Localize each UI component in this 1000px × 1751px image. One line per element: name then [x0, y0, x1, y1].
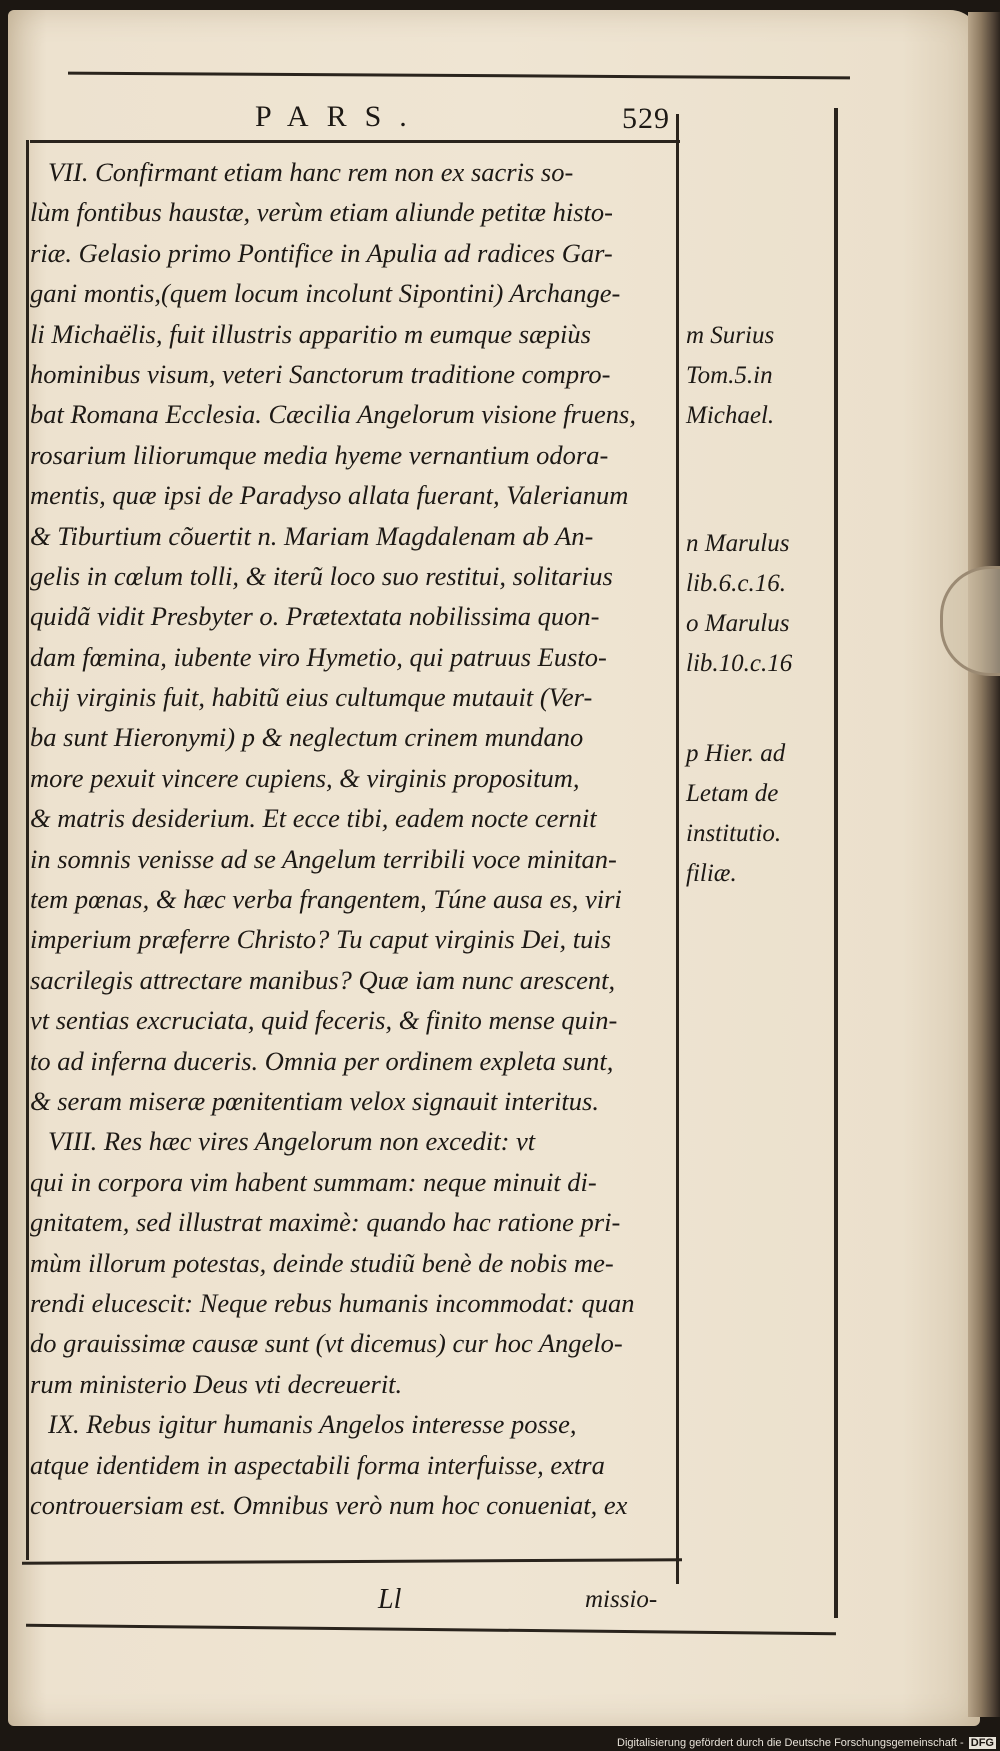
- text-line: gelis in cœlum tolli, & iterũ loco suo restitui, solitarius: [30, 560, 613, 591]
- page-edge: [968, 12, 1000, 1717]
- text-line: mùm illorum potestas, deinde studiũ benè de nobis me-: [30, 1247, 614, 1278]
- text-line: rendi elucescit: Neque rebus humanis incommodat: quan: [30, 1287, 635, 1318]
- text-line: in somnis venisse ad se Angelum terribili voce minitan-: [30, 843, 617, 874]
- text-line: IX. Rebus igitur humanis Angelos interesse posse,: [48, 1409, 577, 1440]
- running-head: PARS.: [255, 100, 425, 133]
- digitization-credit: [617, 1737, 996, 1749]
- margin-note-line: n Marulus: [686, 530, 790, 557]
- text-line: to ad inferna duceris. Omnia per ordinem expleta sunt,: [30, 1045, 614, 1076]
- text-line: ba sunt Hieronymi) p & neglectum crinem mundano: [30, 722, 584, 753]
- text-line: do grauissimæ causæ sunt (vt dicemus) cur hoc Angelo-: [30, 1328, 623, 1359]
- text-line: atque identidem in aspectabili forma interfuisse, extra: [30, 1449, 605, 1480]
- margin-note-line: lib.10.c.16: [686, 650, 793, 677]
- text-line: lùm fontibus haustæ, verùm etiam aliunde petitæ histo-: [30, 197, 613, 228]
- main-text-column: [30, 152, 680, 1525]
- margin-note-line: lib.6.c.16.: [686, 570, 786, 597]
- text-line: tem pœnas, & hæc verba frangentem, Túne ausa es, viri: [30, 884, 622, 915]
- text-line: gani montis,(quem locum incolunt Sipontini) Archange-: [30, 278, 621, 309]
- text-line: bat Romana Ecclesia. Cæcilia Angelorum visione fruens,: [30, 399, 636, 430]
- text-line: gnitatem, sed illustrat maximè: quando hac ratione pri-: [30, 1207, 621, 1238]
- signature-mark: Ll: [378, 1584, 402, 1615]
- text-line: vt sentias excruciata, quid feceris, & finito mense quin-: [30, 1005, 618, 1036]
- text-line: & Tiburtium cõuertit n. Mariam Magdalenam ab An-: [30, 520, 594, 551]
- margin-note-line: Michael.: [686, 402, 775, 429]
- margin-note-line: Letam de: [686, 780, 779, 807]
- text-line: rum ministerio Deus vti decreuerit.: [30, 1368, 403, 1399]
- margin-note-o: [686, 604, 836, 684]
- text-line: chij virginis fuit, habitũ eius cultumque mutauit (Ver-: [30, 682, 593, 713]
- text-line: quidã vidit Presbyter o. Prætextata nobilissima quon-: [30, 601, 600, 632]
- margin-note-line: m Surius: [686, 322, 775, 349]
- margin-note-m: [686, 316, 836, 436]
- text-line: VIII. Res hæc vires Angelorum non excedit: vt: [48, 1126, 536, 1157]
- credit-text: Digitalisierung gefördert durch die Deutsche Forschungsgemeinschaft -: [617, 1737, 964, 1749]
- text-line: controuersiam est. Omnibus verò num hoc conueniat, ex: [30, 1489, 628, 1520]
- text-line: more pexuit vincere cupiens, & virginis propositum,: [30, 762, 580, 793]
- catchword: missio-: [585, 1586, 658, 1613]
- margin-note-p: [686, 734, 836, 894]
- margin-note-line: p Hier. ad: [686, 740, 786, 767]
- dfg-logo: DFG: [970, 1737, 994, 1749]
- margin-note-n: [686, 524, 836, 604]
- text-line: li Michaëlis, fuit illustris apparitio m eumque sæpiùs: [30, 318, 591, 349]
- text-line: qui in corpora vim habent summam: neque minuit di-: [30, 1166, 597, 1197]
- text-line: dam fœmina, iubente viro Hymetio, qui patruus Eusto-: [30, 641, 607, 672]
- page-header: [40, 100, 670, 142]
- left-rule: [26, 140, 29, 1560]
- margin-note-line: o Marulus: [686, 610, 790, 637]
- page-number: 529: [622, 102, 670, 135]
- text-line: imperium præferre Christo? Tu caput virginis Dei, tuis: [30, 924, 612, 955]
- text-line: sacrilegis attrectare manibus? Quæ iam nunc arescent,: [30, 964, 616, 995]
- text-line: mentis, quæ ipsi de Paradyso allata fuerant, Valerianum: [30, 480, 629, 511]
- text-line: & matris desiderium. Et ecce tibi, eadem nocte cernit: [30, 803, 597, 834]
- text-line: rosarium liliorumque media hyeme vernantium odora-: [30, 439, 609, 470]
- margin-note-line: institutio.: [686, 820, 782, 847]
- margin-note-line: filiæ.: [686, 860, 737, 887]
- text-line: VII. Confirmant etiam hanc rem non ex sacris so-: [48, 157, 574, 187]
- margin-note-line: Tom.5.in: [686, 362, 773, 389]
- text-line: riæ. Gelasio primo Pontifice in Apulia ad radices Gar-: [30, 237, 613, 268]
- text-line: hominibus visum, veteri Sanctorum traditione compro-: [30, 358, 611, 389]
- text-line: & seram miseræ pœnitentiam velox signauit interitus.: [30, 1085, 599, 1116]
